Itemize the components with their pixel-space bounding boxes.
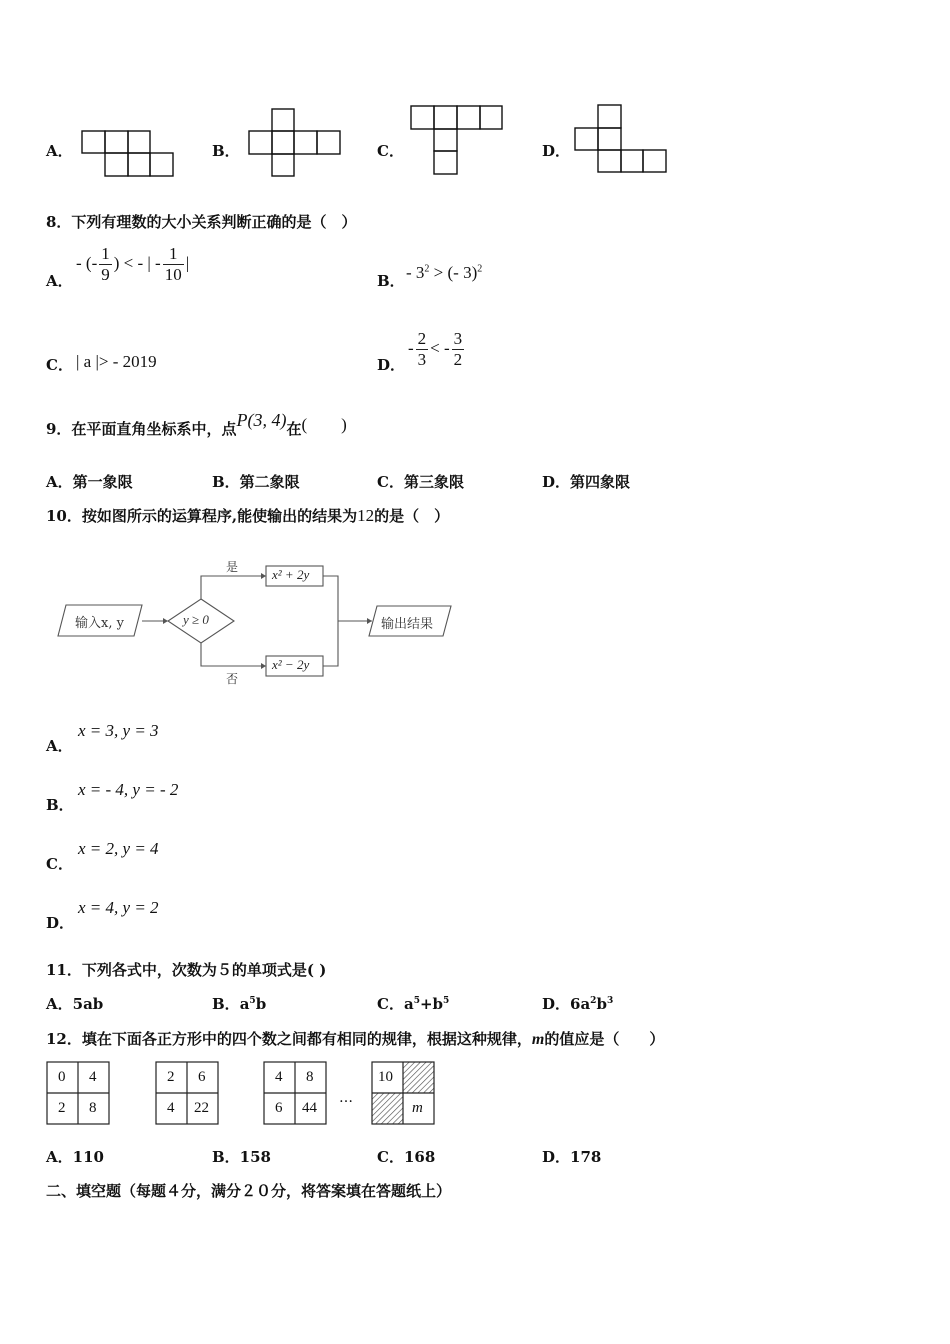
q12-suffix: 的值应是（ ） [544,1030,665,1048]
q8-d-part2: < - [430,338,450,358]
q12-square-4-hatch-bl [372,1093,403,1124]
q8-option-b-label: B． [377,272,405,290]
q10-option-a-label: A． [46,737,73,755]
q12-s3-br: 44 [302,1100,317,1116]
q10-prefix: 10．按如图所示的运算程序,能使输出的结果为 [46,507,358,525]
q12-var: m [531,1031,545,1048]
q10-option-a-expr: x = 3, y = 3 [78,721,159,740]
q12-s4-br: m [412,1100,423,1116]
q12-s1-tl: 0 [58,1069,66,1085]
q10-option-d-label: D． [46,914,75,932]
flow-top-text: x² + 2y [272,567,310,582]
q8-a-frac2-den: 10 [164,265,182,284]
q9-paren: ( ) [301,415,347,434]
q11-b-tail: b [255,995,267,1013]
q12-square-4-hatch-tr [403,1062,434,1093]
q12-s3-tr: 8 [306,1069,314,1085]
q9-prefix: 9．在平面直角坐标系中，点 [46,420,237,438]
q12-option-d: D．178 [542,1148,602,1166]
q8-option-a-label: A． [46,272,73,290]
flow-input-text: 输入x, y [75,616,124,631]
q8-a-frac2-num: 1 [163,244,184,265]
q11-question: 11．下列各式中，次数为５的单项式是( ) [46,961,327,979]
q12-s4-tl: 10 [378,1069,393,1085]
q12-s1-tr: 4 [89,1069,97,1085]
flow-cond-text: y ≥ 0 [183,612,209,627]
q10-option-b-label: B． [46,796,74,814]
q8-d-frac2-num: 3 [453,329,463,348]
q11-a-label: A． [46,995,73,1013]
q12-ellipsis: … [339,1090,353,1106]
q7-option-d-label: D． [542,142,571,160]
q11-a-text: 5ab [72,995,104,1013]
q8-a-frac1-den: 9 [101,265,110,284]
q11-c-mid: +b [419,995,444,1013]
flow-no-text: 否 [226,672,239,686]
q9-option-d: D．第四象限 [542,473,631,491]
q11-d-base: 6a [570,995,591,1013]
q11-d-label: D． [542,995,571,1013]
q10-option-d-expr: x = 4, y = 2 [78,898,159,917]
q7-option-b-label: B． [212,142,240,160]
q9-point: P(3, 4) [236,410,287,430]
q9-option-c: C．第三象限 [377,473,464,491]
q10-suffix: 的是（ ） [374,507,450,525]
q8-b-part1: - 3 [406,263,425,282]
q12-option-c: C．168 [377,1148,436,1166]
q8-a-frac1-num: 1 [101,244,110,263]
q7-option-c-label: C． [377,142,404,160]
q11-d-sup2: 3 [606,996,614,1006]
q8-a-part1: - (- [76,253,98,273]
q8-b-sup1: 2 [424,263,430,275]
section-2-heading: 二、填空题（每题４分，满分２０分，将答案填在答题纸上） [46,1182,452,1200]
q8-option-c-expr: | a |> - 2019 [76,352,157,371]
flow-bottom-text: x² − 2y [272,657,310,672]
q8-b-part2: > (- 3) [429,263,478,282]
q8-option-c-label: C． [46,356,73,374]
q10-option-b-expr: x = - 4, y = - 2 [78,780,179,799]
q8-b-sup2: 2 [477,263,483,275]
q8-d-frac1-num: 2 [417,329,427,348]
q8-a-part3: | [185,253,190,273]
q12-s3-tl: 4 [275,1069,283,1085]
q11-c-sup: 5 [413,996,420,1006]
q8-d-frac2-den: 2 [453,350,463,369]
q12-prefix: 12．填在下面各正方形中的四个数之间都有相同的规律，根据这种规律， [46,1030,532,1048]
q11-d-sup: 2 [590,996,597,1006]
q10-num: 12 [357,506,375,525]
q11-b-label: B． [212,995,240,1013]
q11-c-label: C． [377,995,404,1013]
q11-b-base: a [239,995,250,1013]
flow-output-text: 输出结果 [381,617,434,632]
q11-d-mid: b [596,995,607,1013]
q8-d-part1: - [408,338,414,358]
q8-option-d-label: D． [377,356,406,374]
q9-option-b: B．第二象限 [212,473,300,491]
q9-suffix: 在 [286,420,302,438]
q12-s1-br: 8 [89,1100,97,1116]
q11-c-sup2: 5 [443,996,450,1006]
q10-option-c-label: C． [46,855,73,873]
q12-s2-bl: 4 [167,1100,175,1116]
q10-option-c-expr: x = 2, y = 4 [78,839,159,858]
q12-s3-bl: 6 [275,1100,283,1116]
q9-option-a: A．第一象限 [46,473,133,491]
flow-yes-text: 是 [226,560,239,574]
q8-a-part2: ) < - | - [113,253,161,273]
q7-option-a-label: A． [46,142,73,160]
q12-s1-bl: 2 [58,1100,66,1116]
q12-s2-tr: 6 [198,1069,206,1085]
q8-d-frac1-den: 3 [417,350,427,369]
q12-option-a: A．110 [46,1148,104,1166]
q11-c-base: a [403,995,414,1013]
q8-question: 8．下列有理数的大小关系判断正确的是（ ） [46,213,357,231]
q11-b-sup: 5 [249,996,256,1006]
q12-s2-tl: 2 [167,1069,175,1085]
q12-option-b: B．158 [212,1148,271,1166]
q12-s2-br: 22 [194,1100,209,1116]
